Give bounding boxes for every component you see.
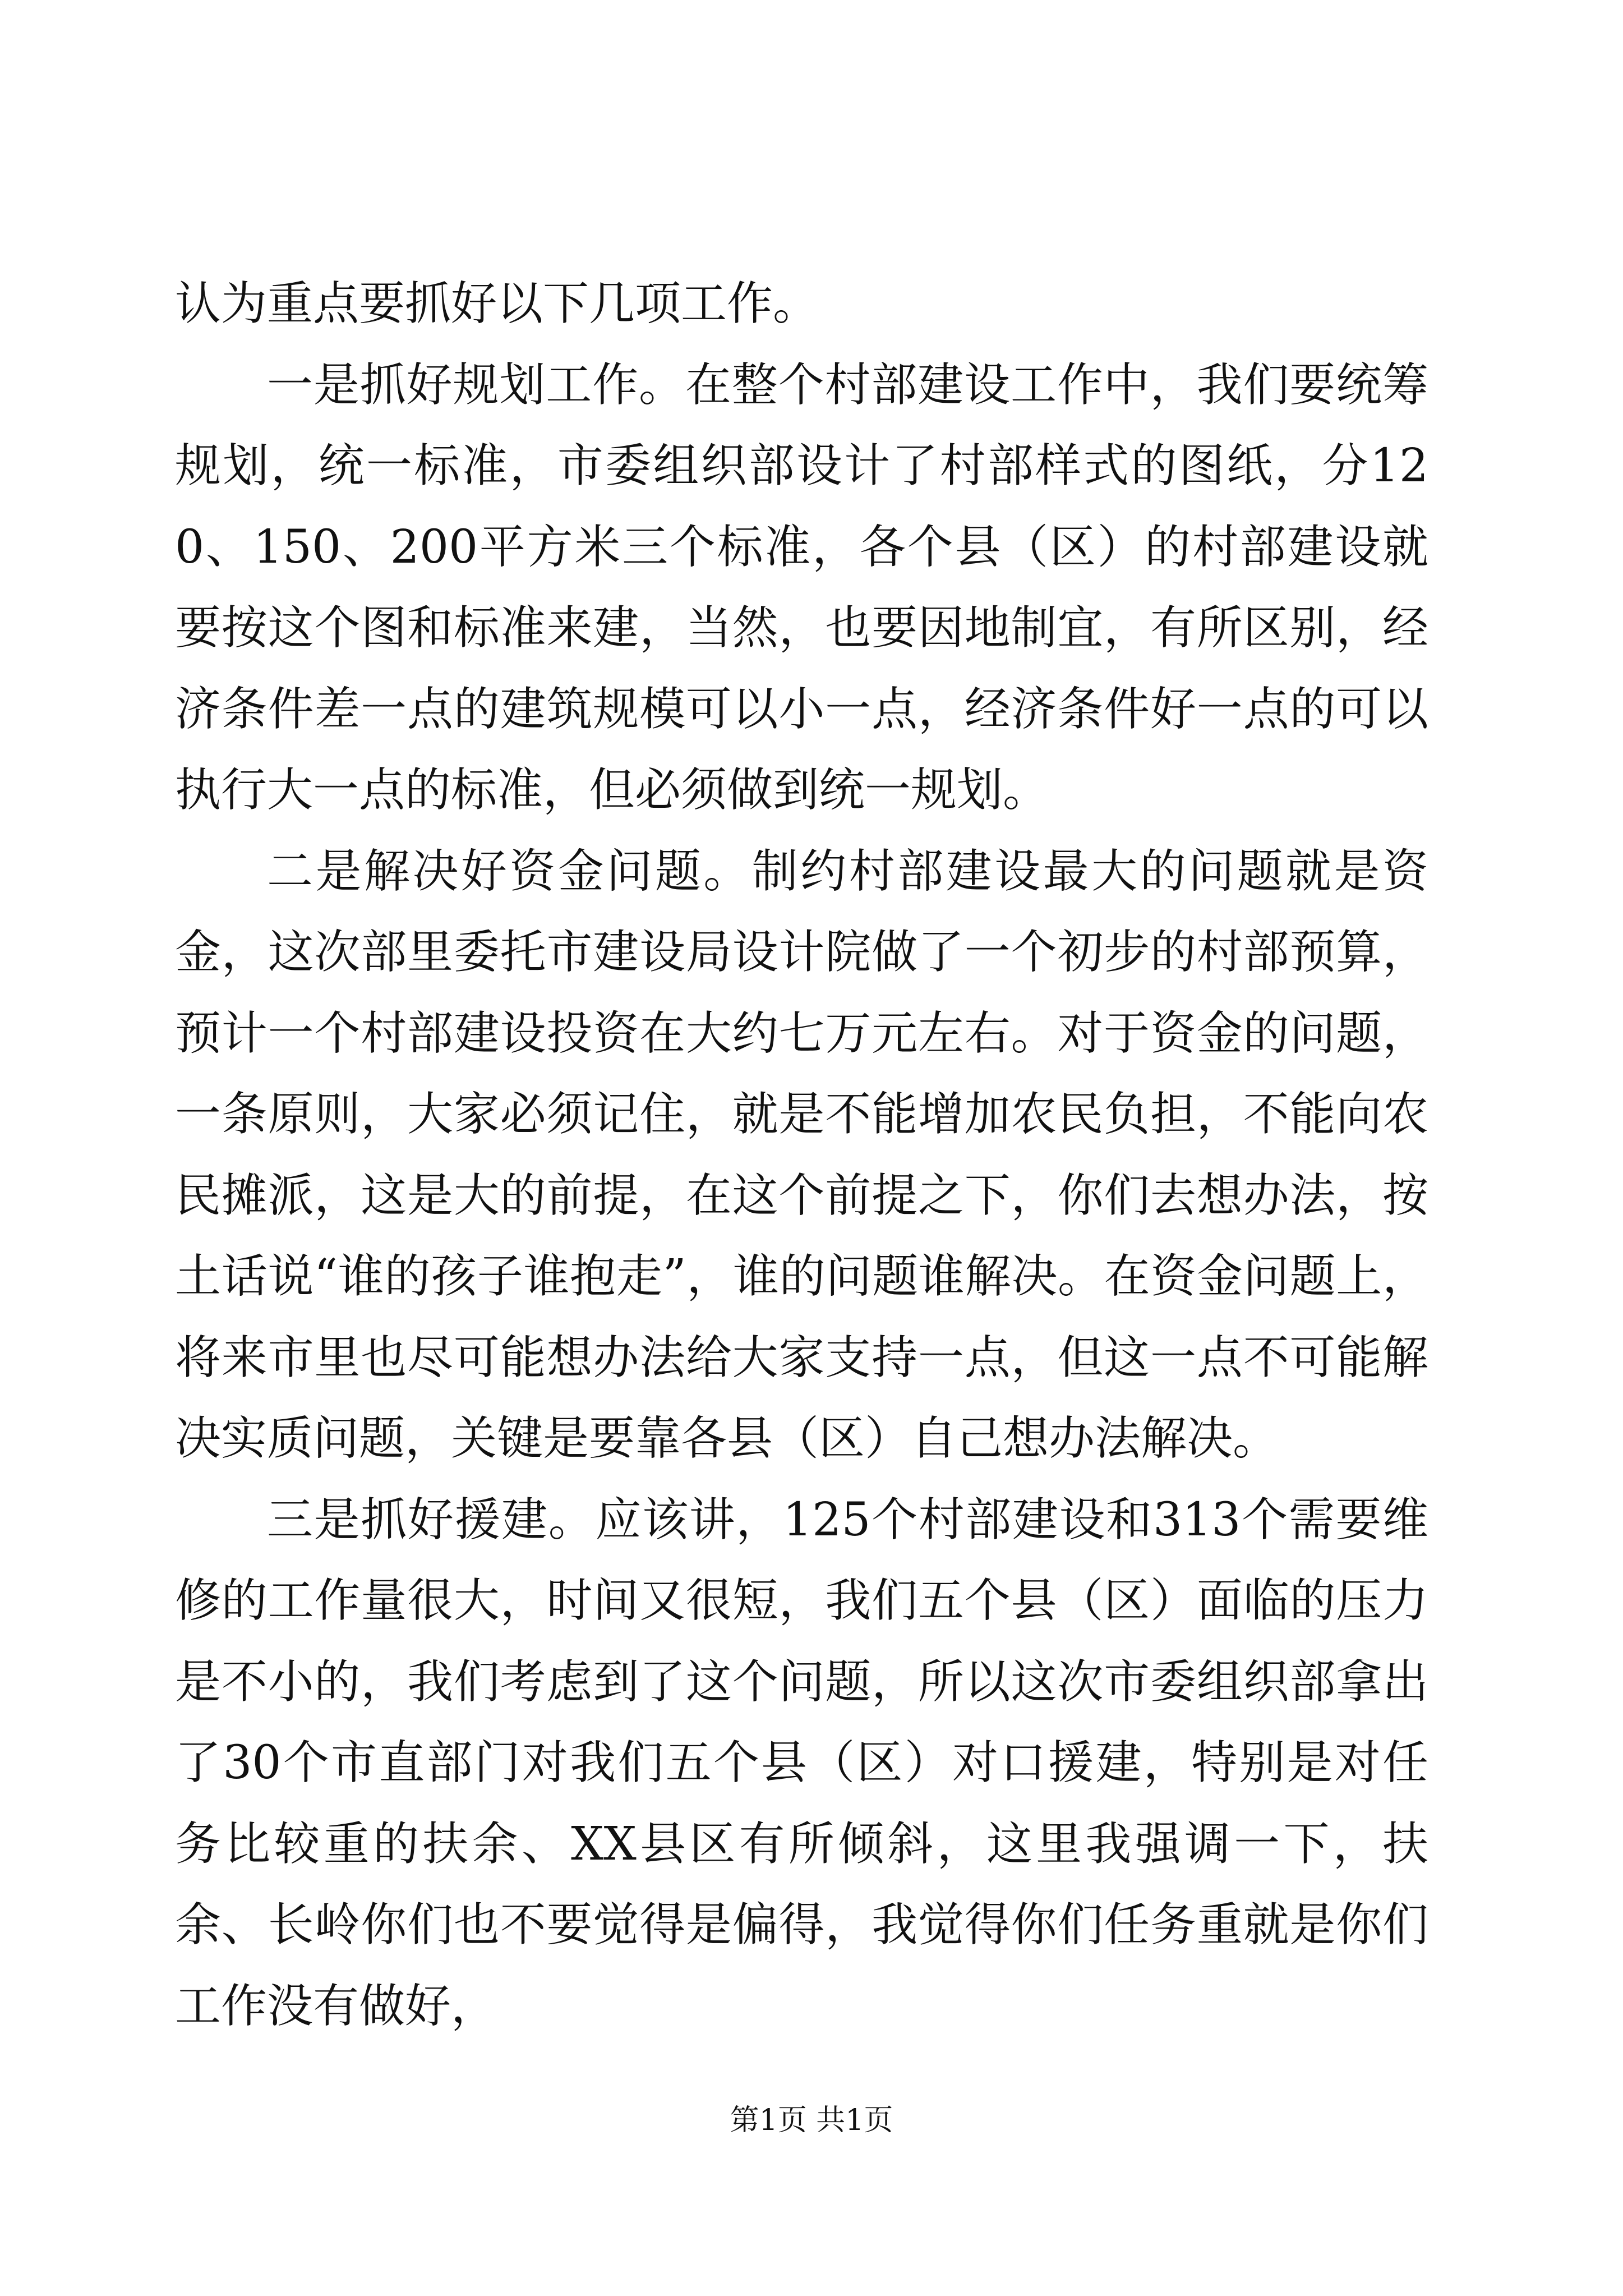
page-footer: 第1页 共1页 [730, 2104, 893, 2137]
paragraph-funding: 二是解决好资金问题。制约村部建设最大的问题就是资金，这次部里委托市建设局设计院做了一个初步的村部预算，预计一个村部建设投资在大约七万元左右。对于资金的问题，一条原则，大家必须记住，就是不能增加农民负担，不能向农民摊派，这是大的前提，在这个前提之下，你们去想办法，按土话说“谁的孩子谁抱走”，谁的问题谁解决。在资金问题上，将来市里也尽可能想办法给大家支持一点，但这一点不可能解决实质问题，关键是要靠各县（区）自己想办法解决。 [175, 844, 1428, 1465]
paragraph-continuation: 认为重点要抓好以下几项工作。 [175, 277, 819, 330]
paragraph-assistance: 三是抓好援建。应该讲，125个村部建设和313个需要维修的工作量很大，时间又很短，我们五个县（区）面临的压力是不小的，我们考虑到了这个问题，所以这次市委组织部拿出了30个市直部门对我们五个县（区）对口援建，特别是对任务比较重的扶余、XX县区有所倾斜，这里我强调一下，扶余、长岭你们也不要觉得是偏得，我觉得你们任务重就是你们工作没有做好， [175, 1493, 1428, 2033]
document-body [175, 264, 1428, 2047]
paragraph-planning: 一是抓好规划工作。在整个村部建设工作中，我们要统筹规划，统一标准，市委组织部设计了村部样式的图纸，分120、150、200平方米三个标准，各个县（区）的村部建设就要按这个图和标准来建，当然，也要因地制宜，有所区别，经济条件差一点的建筑规模可以小一点，经济条件好一点的可以执行大一点的标准，但必须做到统一规划。 [175, 358, 1428, 817]
